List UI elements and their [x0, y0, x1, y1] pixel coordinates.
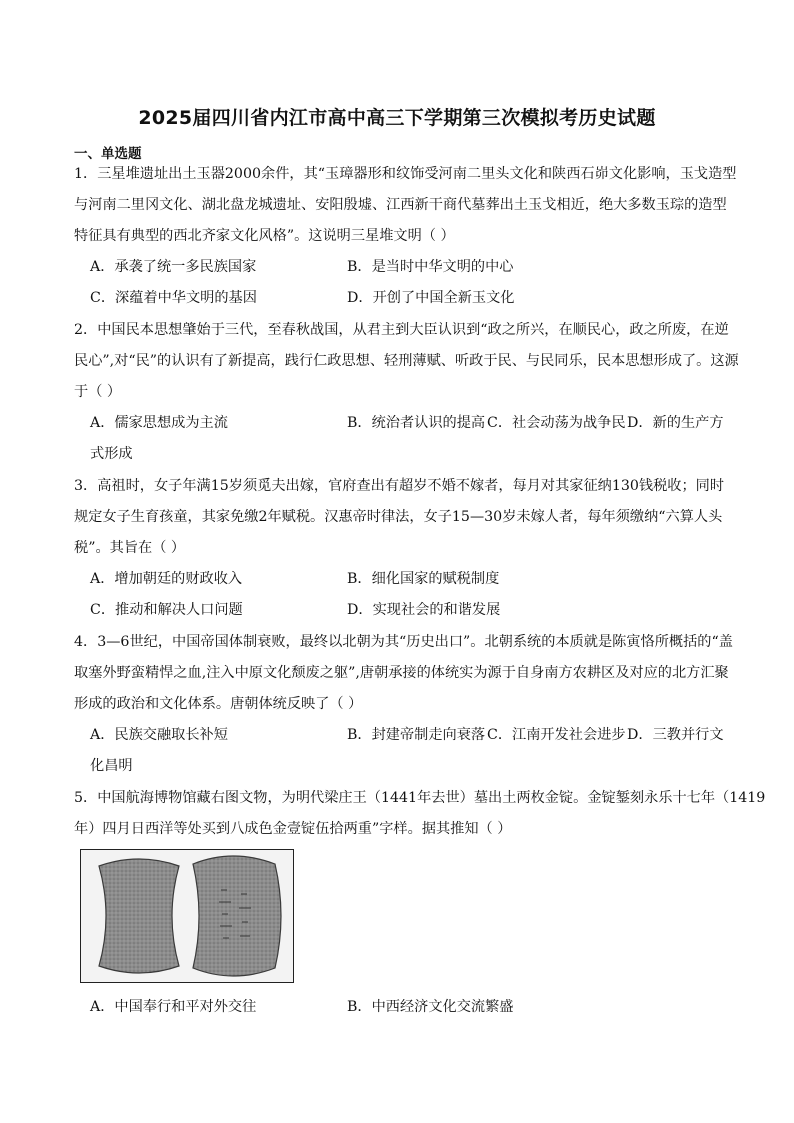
question-2-option-c[interactable]: C．社会动荡为战争民 [487, 415, 626, 431]
question-2-line-2: 民心”,对“民”的认识有了新提高，践行仁政思想、轻刑薄赋、听政于民、与民同乐，民本思想形成了。这源 [74, 353, 739, 369]
question-2-option-a[interactable]: A．儒家思想成为主流 [90, 415, 228, 431]
question-2-line-3: 于（ ） [74, 384, 122, 400]
gold-ingot-icon [81, 850, 292, 981]
question-3-line-3: 税”。其旨在（ ） [74, 540, 186, 556]
gold-ingots-photo [80, 849, 294, 983]
question-2-line-1: 2．中国民本思想肇始于三代，至春秋战国，从君主到大臣认识到“政之所兴，在顺民心，政之所废，在逆 [74, 322, 729, 338]
question-5-line-1: 5．中国航海博物馆藏右图文物，为明代梁庄王（1441年去世）墓出土两枚金锭。金锭錾刻永乐十七年（1419 [74, 790, 766, 806]
page-title: 2025届四川省内江市高中高三下学期第三次模拟考历史试题 [138, 107, 656, 129]
question-2-option-d-cont: 式形成 [90, 446, 133, 462]
question-3-option-c[interactable]: C．推动和解决人口问题 [90, 602, 243, 618]
question-2-option-d[interactable]: D．新的生产方 [627, 415, 724, 431]
question-5-option-b[interactable]: B．中西经济文化交流繁盛 [347, 999, 514, 1015]
question-3-line-2: 规定女子生育孩童，其家免缴2年赋税。汉惠帝时律法，女子15—30岁未嫁人者，每年须缴纳“六算人头 [74, 509, 723, 525]
question-5-line-2: 年）四月日西洋等处买到八成色金壹锭伍拾两重”字样。据其推知（ ） [74, 821, 512, 837]
question-4-option-d-cont: 化昌明 [90, 758, 133, 774]
question-4-line-1: 4．3—6世纪，中国帝国体制衰败，最终以北朝为其“历史出口”。北朝系统的本质就是陈寅恪所概括的“盖 [74, 634, 733, 650]
question-3-option-d[interactable]: D．实现社会的和谐发展 [347, 602, 501, 618]
question-1-line-2: 与河南二里冈文化、湖北盘龙城遗址、安阳殷墟、江西新干商代墓葬出土玉戈相近，绝大多数玉琮的造型 [74, 197, 727, 213]
question-3-option-b[interactable]: B．细化国家的赋税制度 [347, 571, 500, 587]
question-4-option-d[interactable]: D．三教并行文 [627, 727, 724, 743]
question-4-line-2: 取塞外野蛮精悍之血,注入中原文化颓废之躯”,唐朝承接的体统实为源于自身南方农耕区及对应的北方汇聚 [74, 665, 729, 681]
question-1-option-b[interactable]: B．是当时中华文明的中心 [347, 259, 514, 275]
question-4-line-3: 形成的政治和文化体系。唐朝体统反映了（ ） [74, 696, 363, 712]
question-1-line-1: 1．三星堆遗址出土玉器2000余件，其“玉璋器形和纹饰受河南二里头文化和陕西石峁文化影响，玉戈造型 [74, 166, 737, 182]
question-1-option-a[interactable]: A．承袭了统一多民族国家 [90, 259, 257, 275]
question-5-option-a[interactable]: A．中国奉行和平对外交往 [90, 999, 257, 1015]
question-1-option-c[interactable]: C．深蕴着中华文明的基因 [90, 290, 257, 306]
question-4-option-a[interactable]: A．民族交融取长补短 [90, 727, 228, 743]
question-2-option-b[interactable]: B．统治者认识的提高 [347, 415, 486, 431]
question-3-option-a[interactable]: A．增加朝廷的财政收入 [90, 571, 243, 587]
question-4-option-b[interactable]: B．封建帝制走向衰落 [347, 727, 486, 743]
question-4-option-c[interactable]: C．江南开发社会进步 [487, 727, 626, 743]
question-3-line-1: 3．高祖时，女子年满15岁须觅夫出嫁，官府查出有超岁不婚不嫁者，每月对其家征纳130钱税收；同时 [74, 478, 725, 494]
question-1-line-3: 特征具有典型的西北齐家文化风格”。这说明三星堆文明（ ） [74, 228, 455, 244]
question-1-option-d[interactable]: D．开创了中国全新玉文化 [347, 290, 515, 306]
section-heading: 一、单选题 [74, 146, 142, 162]
